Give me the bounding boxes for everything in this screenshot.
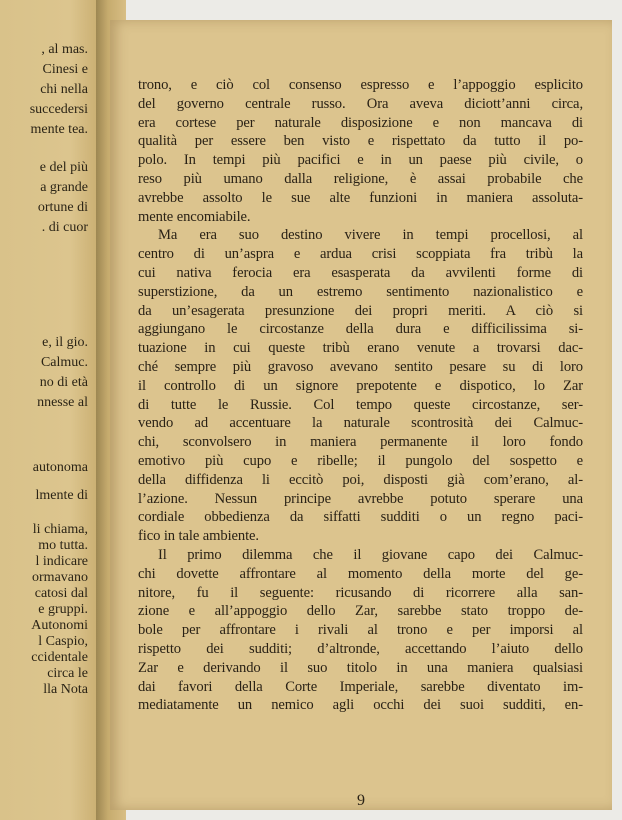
- text-line: di tutte le Russie. Col tempo queste circostanze, ser-: [138, 396, 583, 413]
- left-page-line: li chiama,: [32, 522, 88, 537]
- text-line: trono, e ciò col consenso espresso e l’appoggio esplicito: [138, 77, 583, 93]
- left-page-line: no di età: [39, 375, 88, 390]
- text-line: bole per affrontare i rivali al trono e per imporsi al: [138, 622, 583, 639]
- page-number: 9: [357, 792, 365, 809]
- left-page-line: lla Nota: [43, 682, 88, 697]
- text-line: da un’esagerata presunzione dei propri meriti. A ciò si: [138, 302, 583, 319]
- text-line: emotivo più cupo e ribelle; il pungolo del sospetto e: [138, 452, 583, 469]
- text-line: vendo ad accentuare la naturale scontrosità dei Calmuc-: [138, 415, 583, 432]
- body-text: [138, 76, 583, 715]
- text-line: rispetto dei sudditi; d’altronde, accettando l’aiuto dello: [138, 640, 583, 657]
- left-page-line: chi nella: [40, 82, 88, 97]
- text-line: l’azione. Nessun principe avrebbe potuto sperare una: [138, 490, 583, 507]
- left-page-line: e del più: [39, 160, 88, 175]
- text-line: centro di un’aspra e ardua crisi scoppiata fra tribù la: [138, 246, 583, 263]
- left-page-line: ccidentale: [31, 650, 88, 665]
- left-page-line: a grande: [40, 180, 88, 195]
- left-page-line: l indicare: [35, 554, 88, 569]
- left-page-fragment: [0, 0, 100, 820]
- text-line: dai favori della Corte Imperiale, sarebbe diventato im-: [138, 678, 583, 695]
- left-page-line: e gruppi.: [38, 602, 88, 617]
- text-line: chi, sconvolsero in maniera permanente il loro fondo: [138, 434, 583, 451]
- text-line: mente encomiabile.: [138, 208, 251, 225]
- text-line: del governo centrale russo. Ora aveva diciott’anni circa,: [138, 95, 583, 112]
- text-line: Ma era suo destino vivere in tempi procellosi, al: [158, 227, 583, 244]
- text-line: nitore, fu il seguente: ricusando di ricorrere alla san-: [138, 584, 583, 601]
- text-line: cordiale obbedienza da siffatti sudditi o un regno paci-: [138, 509, 583, 526]
- left-page-line: lmente di: [35, 488, 88, 503]
- left-page-line: , al mas.: [41, 42, 88, 57]
- text-line: superstizione, da un estremo sentimento nazionalistico e: [138, 283, 583, 300]
- text-line: qualità per essere ben visto e rispettato da tutto il po-: [138, 133, 583, 150]
- text-line: Zar e derivando il suo titolo in una maniera qualsiasi: [138, 659, 583, 676]
- right-page: [110, 20, 612, 810]
- text-line: ché sempre più gravoso avevano sentito pesare su di loro: [138, 358, 583, 375]
- left-page-line: nnesse al: [37, 395, 88, 410]
- text-line: cui nativa ferocia era esasperata da avvilenti forme di: [138, 264, 583, 281]
- left-page-line: circa le: [47, 666, 88, 681]
- text-line: della diffidenza li eccitò poi, disposti già com’erano, al-: [138, 471, 583, 488]
- text-line: polo. In tempi più pacifici e in un paese più civile, o: [138, 152, 583, 169]
- text-line: tuazione in cui queste tribù erano venute a trovarsi dac-: [138, 340, 583, 357]
- text-line: fico in tale ambiente.: [138, 528, 259, 545]
- left-page-line: Cinesi e: [42, 62, 88, 77]
- left-page-line: e, il gio.: [42, 335, 88, 350]
- left-page-line: ortune di: [37, 200, 88, 215]
- left-page-line: . di cuor: [41, 220, 88, 235]
- text-line: zione e all’appoggio dello Zar, sarebbe stato troppo de-: [138, 603, 583, 620]
- text-line: mediatamente un nemico agli occhi dei suoi sudditi, en-: [138, 697, 583, 714]
- left-page-line: catosi dal: [34, 586, 88, 601]
- left-page-line: ormavano: [32, 570, 88, 585]
- text-line: Il primo dilemma che il giovane capo dei Calmuc-: [158, 546, 583, 563]
- text-line: avrebbe assolto le sue alte funzioni in maniera assoluta-: [138, 189, 583, 206]
- left-page-line: mo tutta.: [38, 538, 88, 553]
- text-line: reso più umano dalla religione, è assai probabile che: [138, 170, 583, 187]
- text-line: il controllo di un signore prepotente e dispotico, lo Zar: [138, 377, 583, 394]
- left-page-line: l Caspio,: [38, 634, 88, 649]
- text-line: era cortese per naturale disposizione e non mancava di: [138, 114, 583, 131]
- text-line: aggiungano le circostanze della dura e difficilissima si-: [138, 321, 583, 338]
- left-page-line: Calmuc.: [40, 355, 88, 370]
- left-page-line: succedersi: [29, 102, 88, 117]
- left-page-line: mente tea.: [30, 122, 88, 137]
- text-line: chi dovette affrontare al momento della morte del ge-: [138, 565, 583, 582]
- left-page-line: Autonomi: [31, 618, 88, 633]
- left-page-line: autonoma: [32, 460, 88, 475]
